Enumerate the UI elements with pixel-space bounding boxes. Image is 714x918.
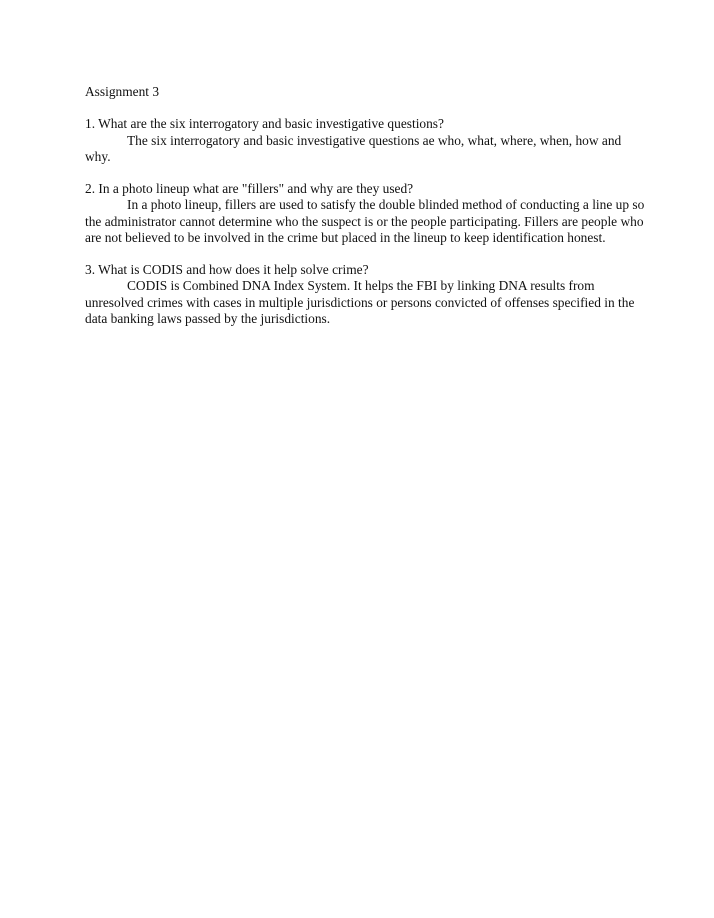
qa-item-1 <box>85 116 645 165</box>
qa-item-2 <box>85 181 645 246</box>
answer-1: The six interrogatory and basic investigative questions ae who, what, where, when, how and why. <box>85 132 622 164</box>
question-2: 2. In a photo lineup what are "fillers" and why are they used? <box>85 181 414 197</box>
question-3: 3. What is CODIS and how does it help solve crime? <box>85 262 369 278</box>
document-title: Assignment 3 <box>85 84 160 99</box>
document-body <box>85 84 645 343</box>
qa-item-3 <box>85 262 645 327</box>
answer-2: In a photo lineup, fillers are used to satisfy the double blinded method of conducting a line up so the administrator cannot determine who the suspect is or the people participating. Fillers are people who are not believed to be involved in the crime but placed in the lineup to keep identification honest. <box>85 197 645 245</box>
question-1: 1. What are the six interrogatory and basic investigative questions? <box>85 116 444 132</box>
answer-3: CODIS is Combined DNA Index System. It helps the FBI by linking DNA results from unresolved crimes with cases in multiple jurisdictions or persons convicted of offenses specified in the data banking laws passed by the jurisdictions. <box>85 278 635 326</box>
